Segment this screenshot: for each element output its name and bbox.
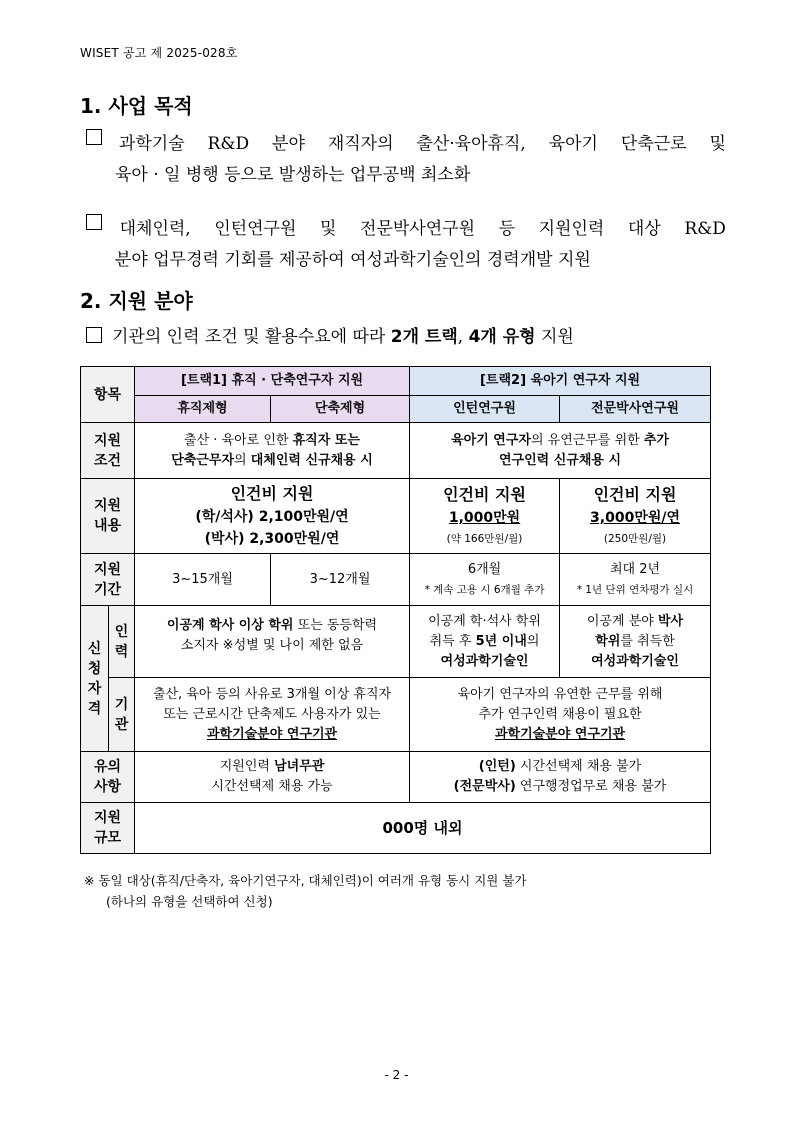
- row-label-condition: [81, 423, 135, 479]
- support-table: [80, 366, 711, 854]
- track1-person: [135, 606, 410, 678]
- label-line: 기: [114, 696, 129, 713]
- section-1-paragraph-2: [86, 214, 726, 276]
- footnote-line: ※ 동일 대상(휴직/단축자, 육아기연구자, 대체인력)이 여러개 유형 동시 지원 불가: [84, 873, 527, 888]
- cell-line: 육아기 연구자의 유연한 근무를 위해: [457, 686, 663, 702]
- text: 이공계 분야: [586, 613, 658, 629]
- text: 의: [234, 452, 251, 468]
- row-label-notes: [81, 752, 135, 803]
- row-label-org: [109, 678, 135, 752]
- track1-content: [135, 479, 410, 554]
- text: 지원: [535, 327, 574, 347]
- row-label-content: [81, 479, 135, 554]
- checkbox-icon: [86, 214, 102, 230]
- leave-period: 3~15개월: [135, 554, 271, 606]
- text: 취득 후: [429, 633, 476, 649]
- section-1-paragraph-1: [86, 129, 726, 191]
- content-line: (학/석사) 2,100만원/연: [195, 509, 349, 525]
- table-row: [81, 479, 711, 554]
- content-title: 인건비 지원: [443, 485, 526, 504]
- word: 인턴연구원: [214, 219, 297, 239]
- table-row: [81, 554, 711, 606]
- cell-line: [138, 451, 406, 471]
- text-bold: 육아기 연구자: [451, 432, 531, 448]
- checkbox-icon: [86, 129, 102, 145]
- short-period: 3~12개월: [271, 554, 410, 606]
- content-title: 인건비 지원: [230, 484, 314, 503]
- text-bold: 단축근무자: [171, 452, 235, 468]
- text-bold: 이공계 학사 이상 학위: [166, 618, 294, 633]
- label-line: 관: [114, 716, 129, 733]
- word: 육아기: [548, 134, 598, 154]
- table-row: [81, 803, 711, 854]
- text-bold: 학위: [595, 633, 621, 649]
- cell-line: [138, 431, 406, 451]
- paragraph-line: 육아 · 일 병행 등으로 발생하는 업무공백 최소화: [115, 165, 471, 185]
- intern-person: [410, 606, 560, 678]
- word: 분야: [272, 134, 305, 154]
- cell-line: 소지자 ※성별 및 나이 제한 없음: [180, 638, 364, 653]
- word: 출산·육아휴직,: [416, 134, 526, 154]
- table-row: [81, 606, 711, 678]
- section-2-title: 2. 지원 분야: [80, 289, 193, 313]
- page-number: - 2 -: [384, 1068, 409, 1082]
- text-bold: 휴직자 또는: [292, 432, 360, 448]
- text: 시간선택제 채용 불가: [515, 759, 642, 774]
- table-row: [81, 752, 711, 803]
- label-line: 인: [114, 623, 129, 640]
- word: R&D: [207, 134, 250, 154]
- cell-line: [563, 632, 707, 652]
- doctor-period: [560, 554, 711, 606]
- track1-condition: [135, 423, 410, 479]
- content-line: (박사) 2,300만원/연: [204, 531, 340, 547]
- label-line: 격: [87, 700, 102, 717]
- track2-condition: [410, 423, 711, 479]
- row-label-applicant: [81, 606, 109, 752]
- cell-line: 과학기술분야 연구기관: [206, 726, 338, 742]
- label-line: 유의: [93, 759, 122, 775]
- paragraph-line: [86, 129, 726, 160]
- type-doctor-header: 전문박사연구원: [560, 396, 711, 423]
- text: ,: [457, 327, 469, 347]
- content-title: 인건비 지원: [593, 485, 677, 504]
- section-1-title: 1. 사업 목적: [80, 94, 193, 118]
- label-line: 지원: [93, 561, 122, 578]
- track2-org: [410, 678, 711, 752]
- period-note: * 계속 고용 시 6개월 추가: [424, 583, 545, 596]
- cell-line: 여성과학기술인: [591, 653, 679, 669]
- track1-notes: [135, 752, 410, 803]
- text-bold: 2개 트랙: [390, 327, 458, 347]
- cell-line: [138, 616, 406, 636]
- type-intern-header: 인턴연구원: [410, 396, 560, 423]
- document-id: WISET 공고 제 2025-028호: [80, 46, 238, 60]
- cell-line: [413, 777, 707, 797]
- cell-line: 과학기술분야 연구기관: [494, 726, 626, 742]
- label-line: 지원: [93, 810, 122, 826]
- item-header: 항목: [81, 367, 135, 423]
- type-leave-header: 휴직제형: [135, 396, 271, 423]
- word: 재직자의: [327, 134, 394, 154]
- cell-line: 여성과학기술인: [440, 653, 529, 669]
- text-bold: (전문박사): [453, 779, 516, 794]
- word: 등: [498, 219, 516, 239]
- label-line: 사항: [93, 779, 122, 795]
- intern-content: [410, 479, 560, 554]
- text: 의: [526, 633, 540, 649]
- label-line: 자: [87, 680, 102, 697]
- footnote-line: (하나의 유형을 선택하여 신청): [106, 894, 273, 909]
- cell-line: [413, 431, 707, 451]
- row-label-person: [109, 606, 135, 678]
- cell-line: 또는 근로시간 단축제도 사용자가 있는: [163, 706, 381, 722]
- label-line: 지원: [93, 498, 122, 514]
- cell-line: [563, 612, 707, 632]
- label-line: 규모: [93, 830, 122, 846]
- content-amount: 1,000만원: [448, 510, 521, 526]
- scale-value: 000명 내외: [135, 803, 711, 854]
- word: 대상: [627, 219, 661, 239]
- text: 연구행정업무로 채용 불가: [515, 779, 667, 794]
- word: 전문박사연구원: [360, 219, 475, 239]
- table-row: [81, 678, 711, 752]
- track2-notes: [410, 752, 711, 803]
- type-short-header: 단축제형: [271, 396, 410, 423]
- content-note: (약 166만원/월): [446, 533, 523, 545]
- footnote: [84, 870, 526, 912]
- track2-header: [트랙2] 육아기 연구자 지원: [410, 367, 711, 396]
- text-bold: 추가: [643, 432, 669, 448]
- table-row: [81, 423, 711, 479]
- doctor-person: [560, 606, 711, 678]
- period-main: 6개월: [467, 561, 502, 577]
- track1-header: [트랙1] 휴직 · 단축연구자 지원: [135, 367, 410, 396]
- row-label-period: [81, 554, 135, 606]
- text: 의 유연근무를 위한: [530, 432, 644, 448]
- checkbox-icon: [86, 327, 102, 343]
- text-bold: 4개 유형: [468, 327, 536, 347]
- label-line: 지원: [93, 432, 122, 449]
- word: 및: [320, 219, 337, 239]
- word: 및: [709, 134, 726, 154]
- text-bold: 5년 이내: [475, 633, 527, 649]
- section-2-paragraph-1: [86, 322, 726, 353]
- word: 지원인력: [538, 219, 605, 239]
- cell-line: 연구인력 신규채용 시: [498, 452, 622, 468]
- text: 지원인력: [219, 759, 275, 774]
- word: R&D: [684, 219, 726, 239]
- label-line: 청: [87, 660, 102, 677]
- label-line: 조건: [93, 452, 122, 469]
- doctor-content: [560, 479, 711, 554]
- label-line: 력: [114, 643, 129, 660]
- text-bold: 남녀무관: [274, 759, 325, 774]
- word: 단축근로: [620, 134, 687, 154]
- label-line: 기간: [93, 581, 122, 598]
- text: 기관의 인력 조건 및 활용수요에 따라: [112, 327, 391, 347]
- text-bold: (인턴): [478, 759, 516, 774]
- period-note: * 1년 단위 연차평가 실시: [576, 583, 694, 596]
- paragraph-line: 분야 업무경력 기회를 제공하여 여성과학기술인의 경력개발 지원: [115, 250, 591, 270]
- cell-line: [413, 632, 556, 652]
- intern-period: [410, 554, 560, 606]
- text-bold: 박사: [657, 613, 684, 629]
- cell-line: 추가 연구인력 채용이 필요한: [478, 706, 642, 722]
- cell-line: 출산, 육아 등의 사유로 3개월 이상 휴직자: [152, 686, 392, 702]
- word: 과학기술: [118, 134, 185, 154]
- content-note: (250만원/월): [603, 533, 667, 545]
- word: 대체인력,: [119, 219, 191, 239]
- cell-line: 이공계 학·석사 학위: [428, 613, 541, 629]
- text: 출산 · 육아로 인한: [184, 432, 293, 448]
- text: 를 취득한: [620, 633, 675, 649]
- track1-org: [135, 678, 410, 752]
- cell-line: [138, 757, 406, 777]
- text: 또는 동등학력: [293, 618, 378, 633]
- label-line: 내용: [93, 518, 122, 534]
- period-main: 최대 2년: [609, 561, 661, 577]
- row-label-scale: [81, 803, 135, 854]
- paragraph-line: [86, 214, 726, 245]
- cell-line: 시간선택제 채용 가능: [211, 779, 333, 794]
- text-bold: 대체인력 신규채용 시: [250, 452, 373, 468]
- label-line: 신: [87, 640, 102, 657]
- content-amount: 3,000만원/연: [590, 510, 680, 526]
- cell-line: [413, 757, 707, 777]
